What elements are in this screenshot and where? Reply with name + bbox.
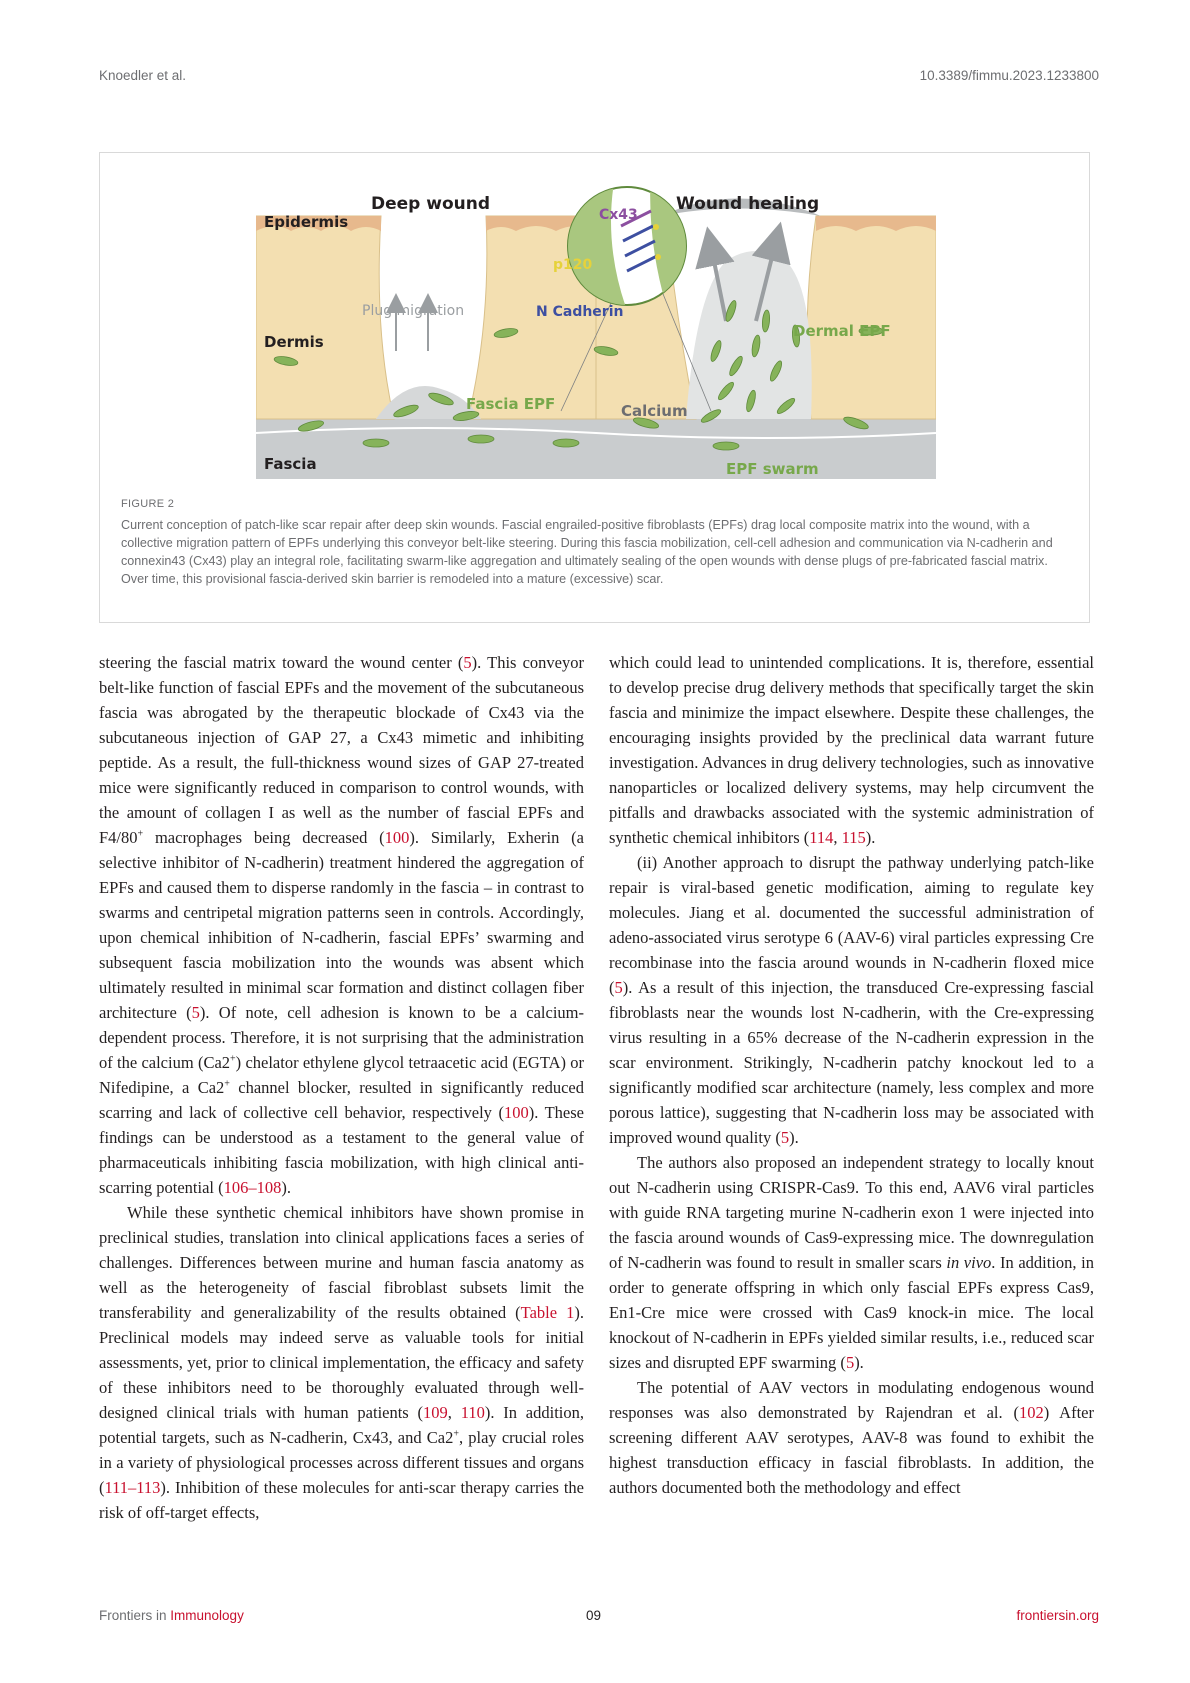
- label-deep-wound: Deep wound: [371, 194, 491, 214]
- label-epf-swarm: EPF swarm: [726, 460, 819, 478]
- text-run: ).: [281, 1178, 291, 1197]
- citation-link[interactable]: 5: [780, 1128, 790, 1147]
- paragraph: [609, 650, 1094, 850]
- citation-link[interactable]: 100: [384, 828, 410, 847]
- running-header-authors: Knoedler et al.: [99, 68, 187, 83]
- citation-link[interactable]: 5: [845, 1353, 855, 1372]
- text-run: ). Inhibition of these molecules for anti-scar therapy carries the risk of off-target effects,: [99, 1478, 584, 1522]
- superscript: +: [230, 1053, 236, 1065]
- figure-2-illustration: [256, 171, 936, 481]
- running-header-doi: 10.3389/fimmu.2023.1233800: [919, 68, 1099, 83]
- text-run: The potential of AAV vectors in modulating endogenous wound responses was also demonstrated by Rajendran et al. (: [609, 1378, 1094, 1422]
- label-fascia-epf: Fascia EPF: [466, 395, 556, 413]
- citation-link[interactable]: 100: [503, 1103, 529, 1122]
- text-run: ,: [447, 1403, 461, 1422]
- text-run: ,: [833, 828, 842, 847]
- fascia-cell: [553, 439, 579, 447]
- label-wound-healing: Wound healing: [676, 194, 820, 214]
- label-dermal-epf: Dermal EPF: [793, 322, 891, 340]
- body-column-left: [99, 650, 584, 1525]
- text-run: which could lead to unintended complications. It is, therefore, essential to develop precise drug delivery methods that specifically target the skin fascia and minimize the impact elsewhere. Despite these challenges, the encouraging insights provided by the preclinical data warrant future investigation. Advances in drug delivery technologies, such as innovative nanoparticles or localized delivery systems, may help circumvent the pitfalls and drawbacks associated with the systemic administration of synthetic chemical inhibitors (: [609, 653, 1094, 847]
- citation-link[interactable]: 5: [463, 653, 472, 672]
- label-plug-migration: Plug migration: [362, 303, 465, 319]
- footer-journal-name: Immunology: [170, 1608, 244, 1623]
- citation-link[interactable]: 113: [136, 1478, 161, 1497]
- dermis-right-block: [807, 216, 936, 419]
- text-run: ). These findings can be understood as a testament to the general value of pharmaceuticals inhibiting fascia mobilization, with high clinical anti-scarring potential (: [99, 1103, 584, 1197]
- superscript: +: [224, 1078, 230, 1090]
- text-run: ). This conveyor belt-like function of fascial EPFs and the movement of the subcutaneous fascia was abrogated by the therapeutic blockade of Cx43 via the subcutaneous injection of GAP 27, a Cx43 mimetic and inhibiting peptide. As a result, the full-thickness wound sizes of GAP 27-treated mice were significantly reduced in comparison to control wounds, with the amount of collagen I as well as the number of fascial EPFs and F4/80: [99, 653, 584, 847]
- footer-journal: [99, 1608, 244, 1623]
- citation-link[interactable]: 108: [256, 1178, 282, 1197]
- label-p120: p120: [553, 257, 593, 273]
- citation-link[interactable]: 110: [460, 1403, 485, 1422]
- figure-label: FIGURE 2: [121, 498, 175, 510]
- text-run: ). In addition, potential targets, such as N-cadherin, Cx43, and Ca2: [99, 1403, 584, 1447]
- text-run: The authors also proposed an independent strategy to locally knout out N-cadherin using CRISPR-Cas9. To this end, AAV6 viral particles with guide RNA targeting murine N-cadherin exon 1 were injected into the fascia around wounds of Cas9-expressing mice. The downregulation of N-cadherin was found to result in smaller scars: [609, 1153, 1094, 1272]
- citation-link[interactable]: 106: [223, 1178, 249, 1197]
- fascia-cell: [363, 439, 389, 447]
- text-run: ) After screening different AAV serotypes, AAV-8 was found to exhibit the highest transduction efficacy in fascial fibroblasts. In addition, the authors documented both the methodology and effect: [609, 1403, 1094, 1497]
- label-n-cadherin: N Cadherin: [536, 304, 624, 320]
- label-epidermis: Epidermis: [264, 213, 349, 231]
- citation-link[interactable]: 114: [809, 828, 834, 847]
- emphasis: in vivo: [946, 1253, 992, 1272]
- citation-link[interactable]: 5: [614, 978, 623, 997]
- paragraph: [609, 850, 1094, 1150]
- text-run: ). Similarly, Exherin (a selective inhibitor of N-cadherin) treatment hindered the aggregation of EPFs and caused them to disperse randomly in the fascia – in contrast to swarms and centripetal migration patterns seen in controls. Accordingly, upon chemical inhibition of N-cadherin, fascial EPFs’ swarming and subsequent fascia mobilization into the wounds was absent which ultimately resulted in minimal scar formation and distinct collagen fiber architecture (: [99, 828, 584, 1022]
- text-run: ). Preclinical models may indeed serve as valuable tools for initial assessments, yet, prior to clinical implementation, the efficacy and safety of these inhibitors need to be thoroughly evaluated through well-designed clinical trials with human patients (: [99, 1303, 584, 1422]
- superscript: +: [137, 828, 144, 840]
- text-run: . In addition, in order to generate offspring in which only fascial EPFs express Cas9, En1-Cre mice were crossed with Cas9 knock-in mice. The local knockout of N-cadherin in EPFs yielded similar results, i.e., reduced scar sizes and disrupted EPF swarming (: [609, 1253, 1094, 1372]
- text-run: ) chelator ethylene glycol tetraacetic acid (EGTA) or Nifedipine, a Ca2: [99, 1053, 585, 1097]
- citation-link[interactable]: 115: [841, 828, 866, 847]
- text-run: ).: [865, 828, 876, 847]
- citation-link[interactable]: 111: [104, 1478, 129, 1497]
- text-run: channel blocker, resulted in significantly reduced scarring and lack of collective cell behavior, respectively (: [99, 1078, 584, 1122]
- body-column-right: [609, 650, 1094, 1500]
- paragraph: [609, 1375, 1094, 1500]
- fascia-cell: [468, 435, 494, 443]
- figure-caption: Current conception of patch-like scar repair after deep skin wounds. Fascial engrailed-positive fibroblasts (EPFs) drag local composite matrix into the wound, with a collective migration pattern of EPFs underlying this conveyor belt-like steering. During this fascia mobilization, cell-cell adhesion and communication via N-cadherin and connexin43 (Cx43) play an integral role, facilitating swarm-like aggregation and ultimately sealing of the open wounds with dense plugs of pre-fabricated fascial matrix. Over time, this provisional fascia-derived skin barrier is remodeled into a mature (excessive) scar.: [121, 518, 1053, 586]
- footer-journal-prefix: Frontiers in: [99, 1608, 171, 1623]
- footer-site-link[interactable]: frontiersin.org: [1016, 1608, 1099, 1623]
- label-calcium: Calcium: [621, 402, 688, 420]
- paragraph: [609, 1150, 1094, 1375]
- citation-link[interactable]: Table 1: [520, 1303, 575, 1322]
- label-cx43: Cx43: [599, 207, 638, 223]
- citation-link[interactable]: –: [128, 1478, 137, 1497]
- text-run: macrophages being decreased (: [143, 828, 385, 847]
- paragraph: [99, 1200, 584, 1525]
- citation-link[interactable]: –: [248, 1178, 257, 1197]
- label-fascia: Fascia: [264, 455, 317, 473]
- citation-link[interactable]: 109: [423, 1403, 448, 1422]
- text-run: ).: [789, 1128, 799, 1147]
- footer-page-number: 09: [586, 1608, 602, 1623]
- text-run: While these synthetic chemical inhibitors have shown promise in preclinical studies, translation into clinical applications faces a series of challenges. Differences between murine and human fascia anatomy as well as the heterogeneity of fascial fibroblast subsets limit the transferability and generalizability of the results obtained (: [99, 1203, 584, 1322]
- text-run: ). Of note, cell adhesion is known to be a calcium-dependent process. Therefore, it is not surprising that the administration of the calcium (Ca2: [99, 1003, 585, 1072]
- paragraph: [99, 650, 584, 1200]
- text-run: ). As a result of this injection, the transduced Cre-expressing fascial fibroblasts near the wounds lost N-cadherin, with the Cre-expressing virus resulting in a 65% decrease of the N-cadherin expression in the scar environment. Strikingly, N-cadherin patchy knockout led to a significantly modified scar architecture (namely, less complex and more porous lattice), suggesting that N-cadherin loss may be associated with improved wound quality (: [609, 978, 1094, 1147]
- fascia-cell: [713, 442, 739, 450]
- citation-link[interactable]: 102: [1018, 1403, 1044, 1422]
- text-run: steering the fascial matrix toward the wound center (: [99, 653, 464, 672]
- label-dermis: Dermis: [264, 333, 324, 351]
- text-run: (ii) Another approach to disrupt the pathway underlying patch-like repair is viral-based genetic modification, aiming to regulate key molecules. Jiang et al. documented the successful administration of adeno-associated virus serotype 6 (AAV-6) viral particles expressing Cre recombinase into the fascia around wounds in N-cadherin floxed mice (: [609, 853, 1094, 997]
- citation-link[interactable]: 5: [191, 1003, 200, 1022]
- text-run: ).: [854, 1353, 864, 1372]
- text-run: , play crucial roles in a variety of physiological processes across different tissues and organs (: [99, 1428, 584, 1497]
- superscript: +: [453, 1428, 459, 1440]
